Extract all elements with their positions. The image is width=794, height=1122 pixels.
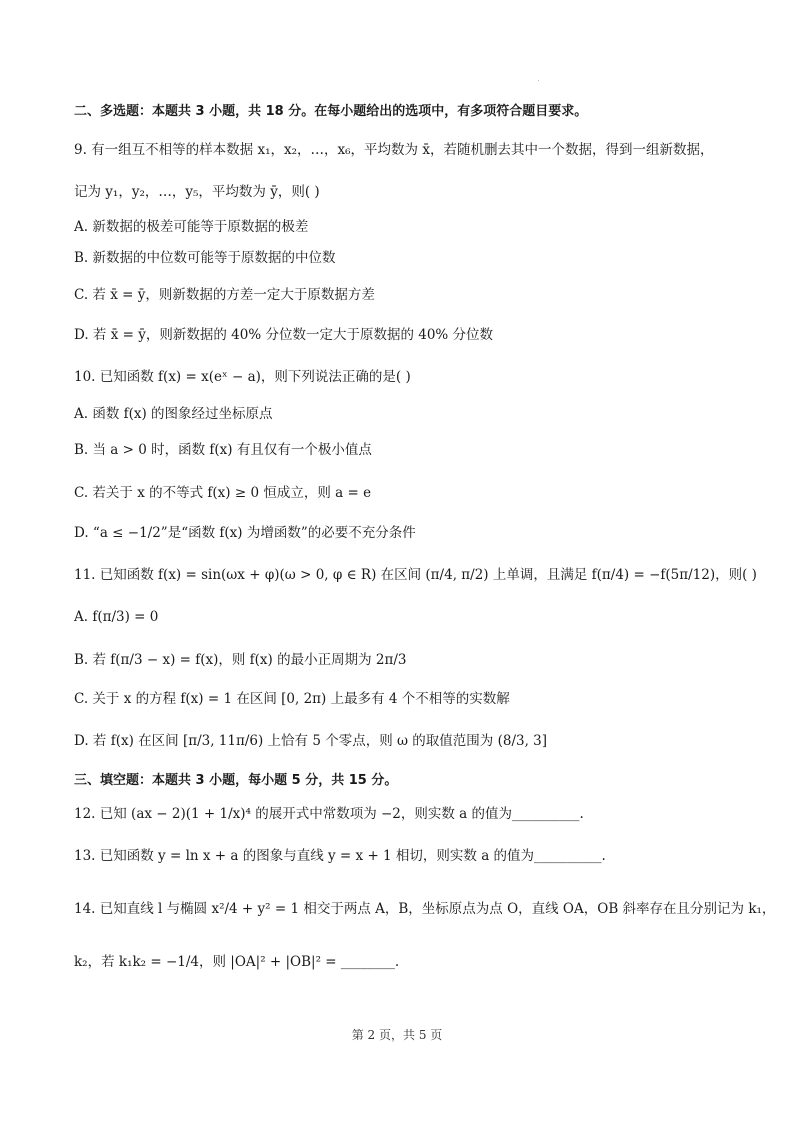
q9-stem-line2: 记为 y₁，y₂，…，y₅，平均数为 ȳ，则( ): [74, 184, 320, 200]
q14-stem-line1: 14. 已知直线 l 与椭圆 x²/4 + y² = 1 相交于两点 A，B，坐标原点为点 O，直线 OA，OB 斜率存在且分别记为 k₁，: [74, 901, 776, 917]
q9-option-a: A. 新数据的极差可能等于原数据的极差: [74, 219, 309, 235]
q12-stem: 12. 已知 (ax − 2)(1 + 1/x)⁴ 的展开式中常数项为 −2，则实数 a 的值为__________.: [74, 806, 584, 822]
q10-option-d: D. “a ≤ −1/2”是“函数 f(x) 为增函数”的必要不充分条件: [74, 525, 416, 541]
q10-option-a: A. 函数 f(x) 的图象经过坐标原点: [74, 406, 273, 422]
q11-option-a: A. f(π/3) = 0: [74, 609, 159, 625]
q11-option-b: B. 若 f(π/3 − x) = f(x)，则 f(x) 的最小正周期为 2π/3: [74, 652, 407, 668]
q14-stem-line2: k₂，若 k₁k₂ = −1/4，则 |OA|² + |OB|² = ________.: [74, 954, 400, 970]
q9-option-d: D. 若 x̄ = ȳ，则新数据的 40% 分位数一定大于原数据的 40% 分位数: [74, 327, 494, 343]
page-number: 第 2 页，共 5 页: [351, 1028, 443, 1042]
q9-option-b: B. 新数据的中位数可能等于原数据的中位数: [74, 250, 336, 266]
section-heading-multiple-choice: 二、多选题：本题共 3 小题，共 18 分。在每小题给出的选项中，有多项符合题目要求。: [74, 104, 588, 119]
q13-stem: 13. 已知函数 y = ln x + a 的图象与直线 y = x + 1 相切，则实数 a 的值为__________.: [74, 848, 606, 864]
section-heading-fill-in: 三、填空题：本题共 3 小题，每小题 5 分，共 15 分。: [74, 773, 398, 788]
q10-stem: 10. 已知函数 f(x) = x(eˣ − a)，则下列说法正确的是( ): [74, 369, 411, 385]
q10-option-b: B. 当 a > 0 时，函数 f(x) 有且仅有一个极小值点: [74, 442, 372, 458]
q11-option-d: D. 若 f(x) 在区间 [π/3, 11π/6) 上恰有 5 个零点，则 ω 的取值范围为 (8/3, 3]: [74, 733, 548, 749]
q10-option-c: C. 若关于 x 的不等式 f(x) ≥ 0 恒成立，则 a = e: [74, 485, 372, 501]
q9-option-c: C. 若 x̄ = ȳ，则新数据的方差一定大于原数据方差: [74, 287, 375, 303]
q9-stem-line1: 9. 有一组互不相等的样本数据 x₁，x₂，…，x₆，平均数为 x̄，若随机删去其中一个数据，得到一组新数据，: [74, 142, 714, 158]
q11-stem: 11. 已知函数 f(x) = sin(ωx + φ)(ω > 0, φ ∈ R) 在区间 (π/4, π/2) 上单调，且满足 f(π/4) = −f(5π/12)，则( ): [74, 567, 757, 583]
q11-option-c: C. 关于 x 的方程 f(x) = 1 在区间 [0, 2π) 上最多有 4 个不相等的实数解: [74, 691, 510, 707]
scan-speck: [538, 80, 539, 81]
